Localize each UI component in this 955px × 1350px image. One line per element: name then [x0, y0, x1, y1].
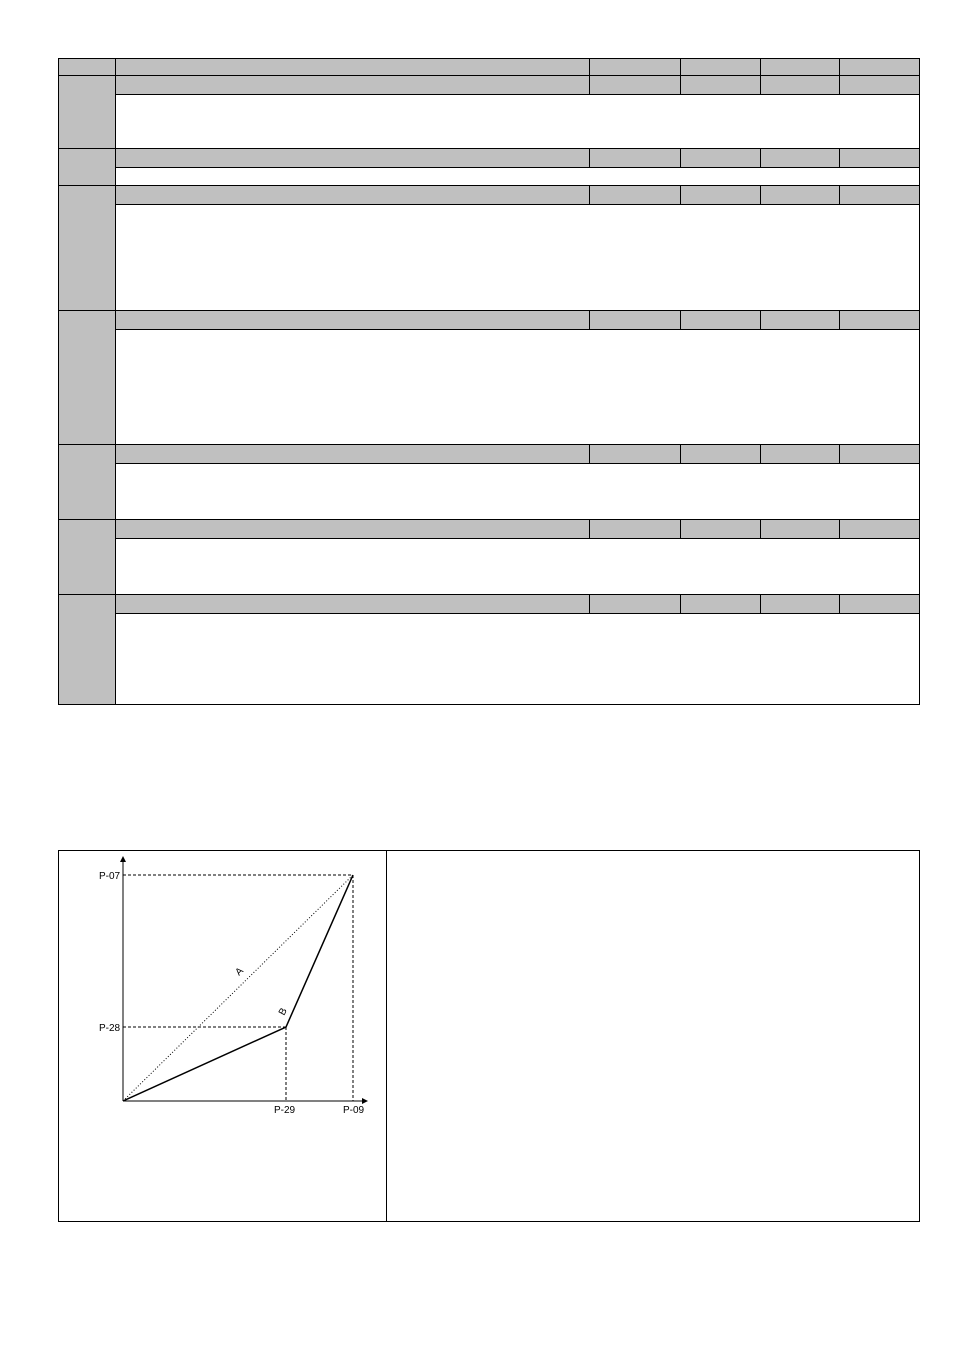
- parameter-block-label: [59, 186, 116, 311]
- x-axis-label-p29: P-29: [274, 1105, 296, 1116]
- parameter-description: [116, 168, 919, 186]
- parameter-description: [116, 95, 919, 149]
- parameter-title-row: [116, 186, 919, 205]
- curve-b-label: B: [276, 1006, 290, 1018]
- y-axis-label-p07: P-07: [99, 871, 121, 882]
- parameter-block-4: [59, 311, 919, 445]
- parameter-block-7: [59, 595, 919, 704]
- parameter-description: [116, 205, 919, 311]
- characteristic-graph: [59, 851, 385, 1221]
- parameter-title-row: [116, 520, 919, 539]
- parameter-block-2: [59, 149, 919, 186]
- parameter-title-row: [116, 595, 919, 614]
- parameter-block-label: [59, 311, 116, 445]
- y-axis-label-p28: P-28: [99, 1023, 121, 1034]
- parameter-block-3: [59, 186, 919, 311]
- parameter-description: [116, 614, 919, 704]
- curve-a-label: A: [233, 965, 246, 979]
- parameter-block-label: [59, 595, 116, 704]
- parameter-description: [116, 539, 919, 595]
- figure-description: [387, 851, 919, 1221]
- parameter-block-label: [59, 149, 116, 186]
- table-header-row: [59, 59, 919, 76]
- curve-a-line: [123, 875, 353, 1101]
- parameter-title-row: [116, 311, 919, 330]
- parameter-title-row: [116, 76, 919, 95]
- parameter-block-label: [59, 76, 116, 149]
- parameter-title-row: [116, 445, 919, 464]
- x-axis-label-p09: P-09: [343, 1105, 365, 1116]
- parameter-block-1: [59, 76, 919, 149]
- parameter-title-row: [116, 149, 919, 168]
- parameter-description: [116, 330, 919, 445]
- parameter-block-5: [59, 445, 919, 520]
- parameter-table: [58, 58, 920, 705]
- parameter-block-6: [59, 520, 919, 595]
- figure-box: [58, 850, 920, 1222]
- parameter-description: [116, 464, 919, 520]
- parameter-block-label: [59, 445, 116, 520]
- parameter-block-label: [59, 520, 116, 595]
